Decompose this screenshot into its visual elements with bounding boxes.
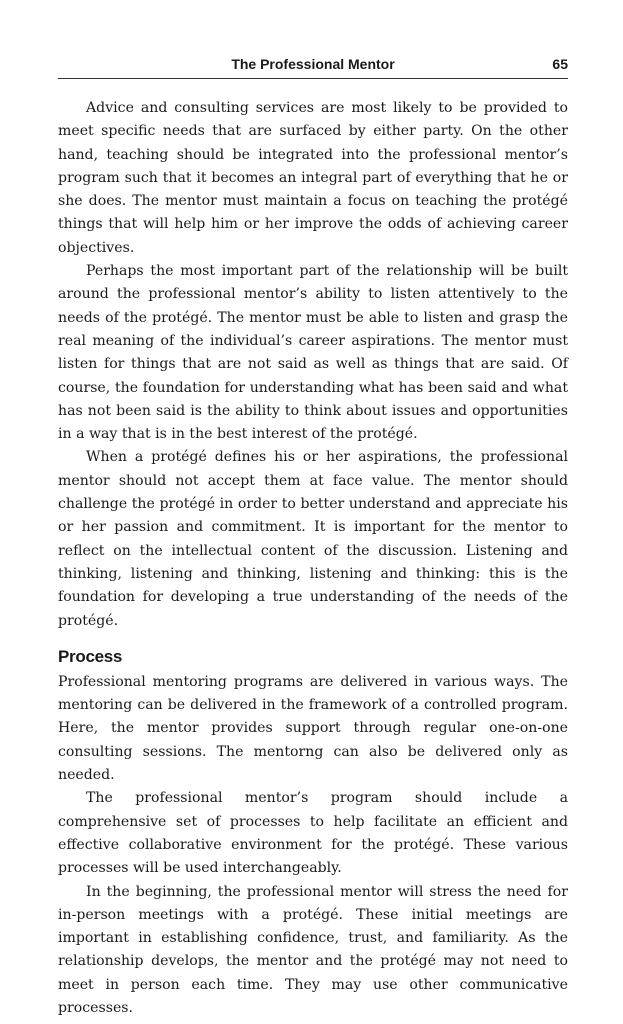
running-title: The Professional Mentor bbox=[231, 56, 395, 72]
paragraph-aspirations: When a protégé defines his or her aspirations, the professional mentor should not accept them at face value. The mentor should challenge the protégé in order to better understand and appreciate his or her passion and commitment. It is important for the mentor to reflect on the intellectual content of the discussion. Listening and thinking, listening and thinking, listening and thinking: this is the foundation for developing a true understanding of the needs of the protégé. bbox=[58, 449, 568, 629]
book-page bbox=[58, 54, 568, 1020]
paragraph-listening: Perhaps the most important part of the relationship will be built around the professional mentor’s ability to listen attentively to the needs of the protégé. The mentor must be able to listen and grasp the real meaning of the individual’s career aspirations. The mentor must listen for things that are not said as well as things that are said. Of course, the foundation for understanding what has been said and what has not been said is the ability to think about issues and opportunities in a way that is in the best interest of the protégé. bbox=[58, 263, 568, 443]
section-heading-process: Process bbox=[58, 646, 123, 666]
paragraph-advice: Advice and consulting services are most likely to be provided to meet specific needs that are surfaced by either party. On the other hand, teaching should be integrated into the professional mentor’s program such that it becomes an integral part of everything that he or she does. The mentor must maintain a focus on teaching the protégé things that will help him or her improve the odds of achieving career objectives. bbox=[58, 100, 568, 256]
page-number: 65 bbox=[552, 56, 568, 72]
paragraph-processes: The professional mentor’s program should include a comprehensive set of processes to help facilitate an efficient and effective collaborative environment for the protégé. These various processes will be used interchangeably. bbox=[58, 790, 568, 877]
running-header bbox=[58, 54, 568, 79]
paragraph-delivery: Professional mentoring programs are delivered in various ways. The mentoring can be delivered in the framework of a controlled program. Here, the mentor provides support through regular one-on-one consulting sessions. The mentorng can also be delivered only as needed. bbox=[58, 673, 568, 784]
body-text bbox=[58, 97, 568, 1020]
paragraph-meetings: In the beginning, the professional mentor will stress the need for in-person meetings with a protégé. These initial meetings are important in establishing confidence, trust, and familiarity. As the relationship develops, the mentor and the protégé may not need to meet in person each time. They may use other communicative processes. bbox=[58, 883, 568, 1016]
